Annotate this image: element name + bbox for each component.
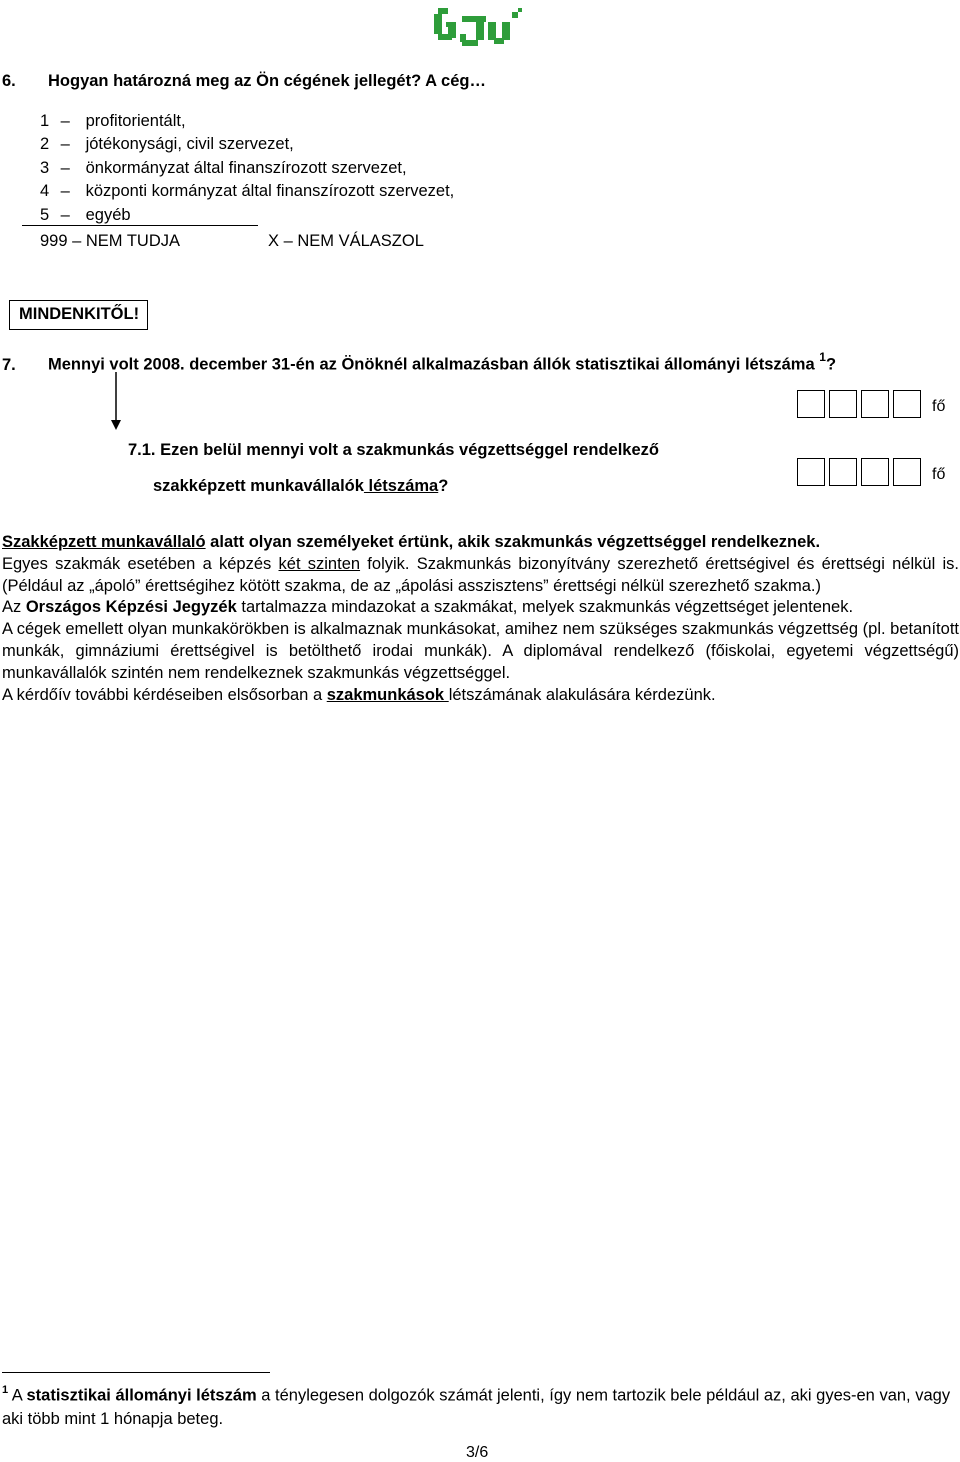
question-7-1: 7.1. Ezen belül mennyi volt a szakmunkás végzettséggel rendelkező szakképzett munkavállalók létszáma? xyxy=(128,441,659,495)
q7-unit: fő xyxy=(932,398,946,415)
question-7-number: 7. xyxy=(2,355,16,374)
footnote-ref: 1 xyxy=(819,350,826,364)
question-7-1-number: 7.1. xyxy=(128,441,156,459)
digit-box[interactable] xyxy=(797,390,825,418)
question-6-text: Hogyan határozná meg az Ön cégének jellegét? A cég… xyxy=(48,72,486,90)
explanation-p1: Szakképzett munkavállaló alatt olyan személyeket értünk, akik szakmunkás végzettséggel rendelkeznek. xyxy=(2,533,821,551)
dash: – xyxy=(60,205,70,224)
digit-box[interactable] xyxy=(893,390,921,418)
option-2[interactable]: 2 – jótékonysági, civil szervezet, xyxy=(40,133,454,156)
option-3[interactable]: 3 – önkormányzat által finanszírozott szervezet, xyxy=(40,157,454,180)
explanation-p4: A cégek emellett olyan munkakörökben is alkalmaznak munkásokat, amihez nem szükséges szakmunkás végzettség (pl. betanított munkák, gimnáziumi érettségivel is betölthető irodai munkák). A diplomával rendelkező (főiskolai, egyetemi végzettségű) munkavállalók szintén nem rendelkeznek szakmunkás végzettséggel. xyxy=(2,620,959,682)
down-arrow-icon xyxy=(106,372,126,432)
explanation-p3: Az Országos Képzési Jegyzék tartalmazza mindazokat a szakmákat, melyek szakmunkás végzettséget jelentenek. xyxy=(2,598,854,617)
instruction-box: MINDENKITŐL! xyxy=(9,300,148,330)
digit-box[interactable] xyxy=(829,458,857,486)
dash: – xyxy=(60,182,70,201)
page-number: 3/6 xyxy=(466,1444,489,1461)
q7-1-answer-boxes[interactable] xyxy=(797,458,921,486)
digit-box[interactable] xyxy=(797,458,825,486)
digit-box[interactable] xyxy=(861,458,889,486)
question-6-options xyxy=(40,110,454,227)
gvh-logo xyxy=(432,4,524,52)
footnote: $^1$ A statisztikai állományi létszám a ténylegesen dolgozók számát jelenti, így nem tartozik bele például az, aki gyes-en van, vagy aki több mint 1 hónapja beteg. xyxy=(2,1384,951,1428)
footnote-number: 1 xyxy=(2,1384,9,1396)
option-4[interactable]: 4 – központi kormányzat által finanszírozott szervezet, xyxy=(40,180,454,203)
question-6-number: 6. xyxy=(2,72,16,90)
q7-1-unit: fő xyxy=(932,466,946,483)
question-7-heading: 7. Mennyi volt 2008. december 31-én az Önöknél alkalmazásban állók statisztikai állományi létszáma $^1$? xyxy=(2,350,837,374)
footnote-divider xyxy=(2,1372,270,1373)
option-no-answer[interactable]: X – NEM VÁLASZOL xyxy=(268,232,424,250)
option-dont-know[interactable]: 999 – NEM TUDJA xyxy=(40,232,180,250)
explanation-p2: Egyes szakmák esetében a képzés két szinten folyik. Szakmunkás bizonyítvány szerezhető érettségivel és érettségi nélkül is. (Például az „ápoló” érettségihez kötött szakma, de az „ápolási asszisztens” érettségi nélkül szerezhető szakma.) xyxy=(2,554,959,595)
question-6-heading xyxy=(2,72,486,91)
options-divider xyxy=(22,225,258,226)
dash: – xyxy=(60,158,70,177)
option-1[interactable]: 1 – profitorientált, xyxy=(40,110,454,133)
question-7-text: Mennyi volt 2008. december 31-én az Önöknél alkalmazásban állók statisztikai állományi létszáma xyxy=(48,355,815,374)
option-5[interactable]: 5 – egyéb xyxy=(40,204,454,227)
digit-box[interactable] xyxy=(829,390,857,418)
digit-box[interactable] xyxy=(861,390,889,418)
digit-box[interactable] xyxy=(893,458,921,486)
explanation-text xyxy=(2,532,959,706)
explanation-p5: A kérdőív további kérdéseiben elsősorban a szakmunkások létszámának alakulására kérdezünk. xyxy=(2,685,716,704)
dash: – xyxy=(60,112,70,130)
q7-answer-boxes[interactable] xyxy=(797,390,921,418)
dash: – xyxy=(60,135,70,154)
